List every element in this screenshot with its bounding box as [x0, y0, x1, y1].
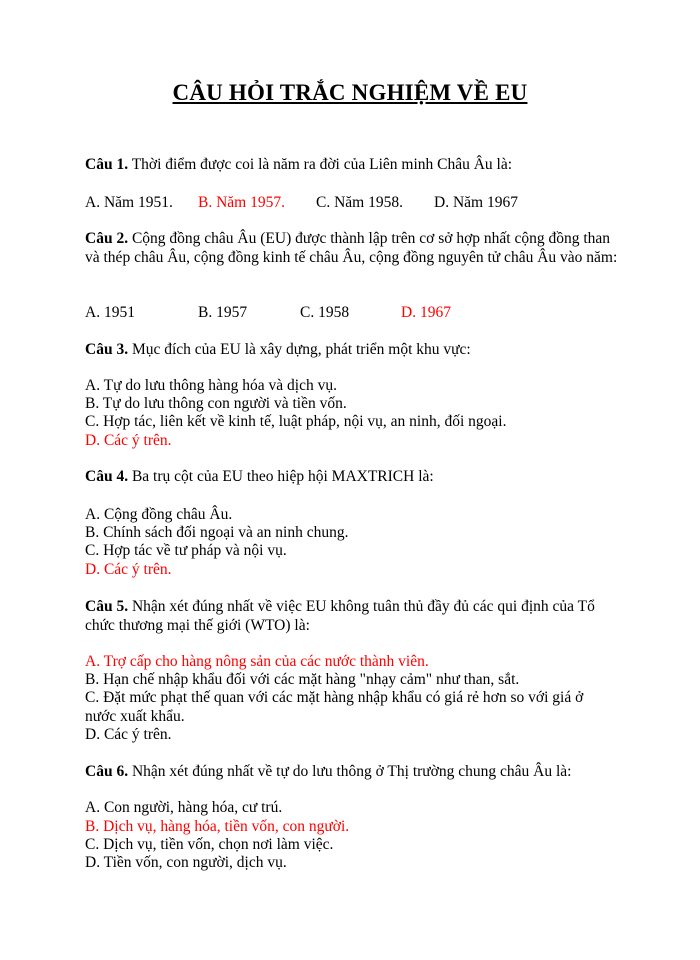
question-label: Câu 2.: [85, 230, 129, 247]
q1-option-c: C. Năm 1958.: [316, 194, 403, 211]
q6-option-d: D. Tiền vốn, con người, dịch vụ.: [85, 854, 287, 871]
q1-option-a: A. Năm 1951.: [85, 194, 173, 211]
q2-option-b: B. 1957: [198, 304, 248, 321]
q3-option-a: A. Tự do lưu thông hàng hóa và dịch vụ.: [85, 377, 337, 394]
page-title: CÂU HỎI TRẮC NGHIỆM VỀ EU: [172, 80, 528, 105]
q2-option-a: A. 1951: [85, 304, 135, 321]
question-1: [85, 156, 625, 175]
q4-option-b: B. Chính sách đối ngoại và an ninh chung.: [85, 524, 349, 541]
question-label: Câu 4.: [85, 468, 129, 485]
q4-option-c: C. Hợp tác về tư pháp và nội vụ.: [85, 542, 287, 559]
q3-option-d: D. Các ý trên.: [85, 432, 172, 449]
question-5: [85, 598, 625, 635]
q4-option-a: A. Cộng đồng châu Âu.: [85, 506, 233, 523]
question-label: Câu 5.: [85, 598, 129, 615]
question-text: Mục đích của EU là xây dựng, phát triển một khu vực:: [131, 341, 471, 358]
q5-option-c: C. Đặt mức phạt thế quan với các mặt hàng nhập khẩu có giá rẻ hơn so với giá ở: [85, 689, 584, 706]
question-label: Câu 3.: [85, 341, 129, 358]
q5-option-b: B. Hạn chế nhập khẩu đối với các mặt hàng "nhạy cảm" như than, sắt.: [85, 671, 520, 688]
question-text: Nhận xét đúng nhất về việc EU không tuân thủ đầy đủ các qui định của Tổ chức thương mại thế giới (WTO) là:: [85, 598, 595, 634]
q2-option-c: C. 1958: [300, 304, 350, 321]
q5-option-a: A. Trợ cấp cho hàng nông sản của các nước thành viên.: [85, 653, 429, 670]
question-2: [85, 230, 625, 267]
q6-option-b: B. Dịch vụ, hàng hóa, tiền vốn, con người.: [85, 818, 350, 835]
question-text: Ba trụ cột của EU theo hiệp hội MAXTRICH là:: [131, 468, 434, 485]
q5-option-c-continued: nước xuất khẩu.: [85, 708, 185, 725]
question-4: [85, 468, 625, 487]
question-3: [85, 341, 625, 360]
q1-option-d: D. Năm 1967: [434, 194, 518, 211]
q6-option-a: A. Con người, hàng hóa, cư trú.: [85, 799, 283, 816]
question-text: Cộng đồng châu Âu (EU) được thành lập trên cơ sở hợp nhất cộng đồng than và thép châu Âu, cộng đồng kinh tế châu Âu, cộng đồng nguyên tử châu Âu vào năm:: [85, 230, 618, 266]
q6-option-c: C. Dịch vụ, tiền vốn, chọn nơi làm việc.: [85, 836, 334, 853]
question-text: Thời điểm được coi là năm ra đời của Liên minh Châu Âu là:: [131, 156, 513, 173]
question-label: Câu 6.: [85, 763, 129, 780]
q1-option-b: B. Năm 1957.: [198, 194, 285, 211]
q2-option-d: D. 1967: [401, 304, 451, 321]
question-6: [85, 763, 625, 782]
q3-option-c: C. Hợp tác, liên kết về kinh tế, luật pháp, nội vụ, an ninh, đối ngoại.: [85, 413, 507, 430]
q3-option-b: B. Tự do lưu thông con người và tiền vốn.: [85, 395, 347, 412]
question-text: Nhận xét đúng nhất về tự do lưu thông ở Thị trường chung châu Âu là:: [131, 763, 572, 780]
q5-option-d: D. Các ý trên.: [85, 726, 172, 743]
question-label: Câu 1.: [85, 156, 129, 173]
q4-option-d: D. Các ý trên.: [85, 561, 172, 578]
